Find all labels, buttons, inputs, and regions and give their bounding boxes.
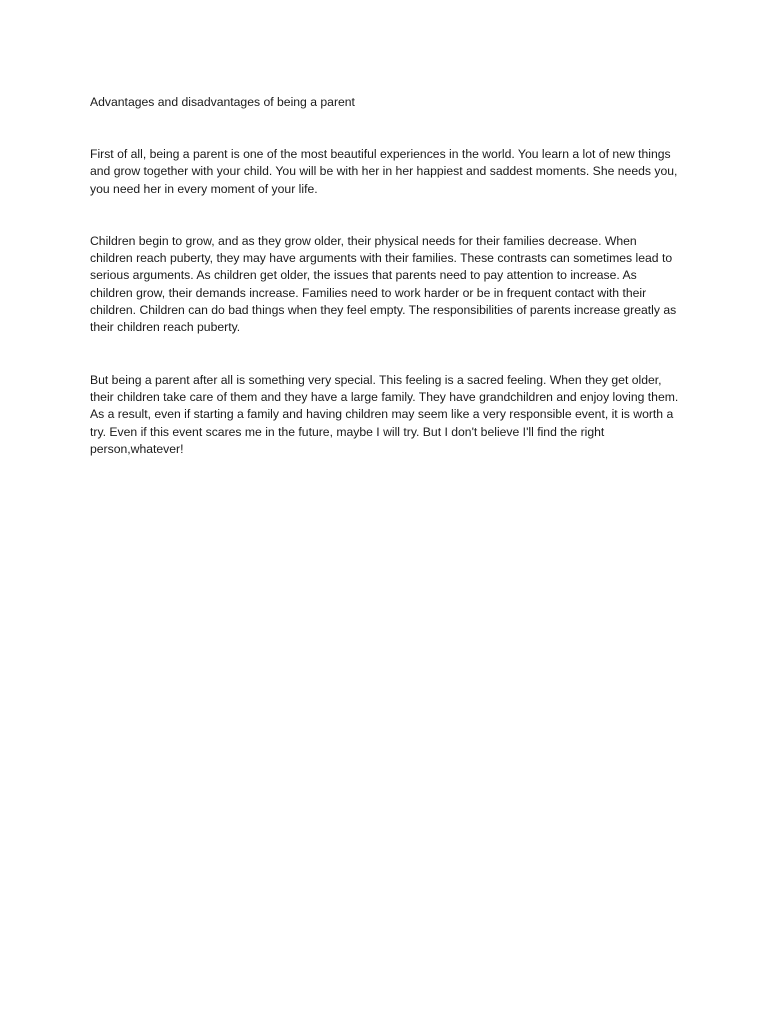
- paragraph-3: But being a parent after all is something very special. This feeling is a sacred feeling. When they get older, their children take care of them and they have a large family. They have grandchildren and enjoy loving them. As a result, even if starting a family and having children may seem like a very responsible event, it is worth a try. Even if this event scares me in the future, maybe I will try. But I don't believe I'll find the right person,whatever!: [90, 372, 679, 456]
- paragraph-2: Children begin to grow, and as they grow older, their physical needs for their families decrease. When children reach puberty, they may have arguments with their families. These contrasts can sometimes lead to serious arguments. As children get older, the issues that parents need to pay attention to increase. As children grow, their demands increase. Families need to work harder or be in frequent contact with their children. Children can do bad things when they feel empty. The responsibilities of parents increase greatly as their children reach puberty.: [90, 233, 677, 335]
- document-title: Advantages and disadvantages of being a parent: [90, 95, 355, 109]
- paragraph-1: First of all, being a parent is one of the most beautiful experiences in the world. You learn a lot of new things and grow together with your child. You will be with her in her happiest and saddest moments. She needs you, you need her in every moment of your life.: [90, 147, 678, 196]
